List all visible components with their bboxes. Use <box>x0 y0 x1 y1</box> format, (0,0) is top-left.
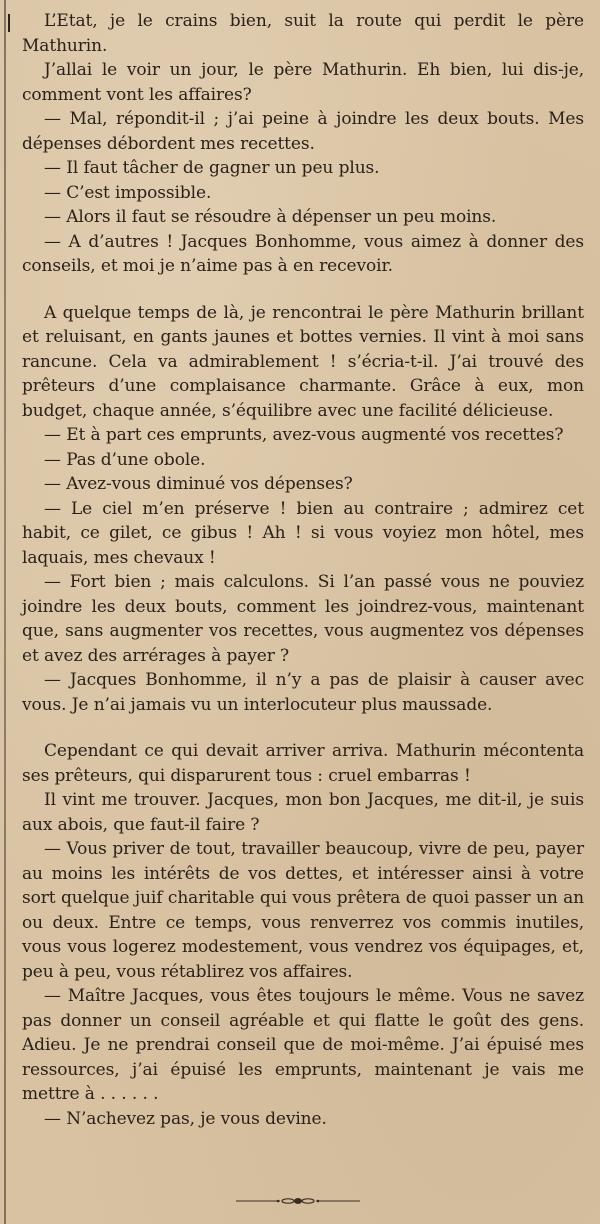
paragraph: — Mal, répondit-il ; j’ai peine à joindre les deux bouts. Mes dépenses débordent mes recettes. <box>22 109 584 154</box>
paragraph: L’Etat, je le crains bien, suit la route qui perdit le père Mathurin. <box>22 11 584 56</box>
paragraph: — Avez-vous diminué vos dépenses? <box>44 474 353 494</box>
column-rule <box>4 0 6 1224</box>
printers-ornament-icon <box>236 1196 360 1206</box>
paragraph: — Vous priver de tout, travailler beaucoup, vivre de peu, payer au moins les intérêts de vos dettes, et intéresser ainsi à votre sort quelque juif charitable qui vous prêtera de quoi passer un an ou deux. Entre ce temps, vous renverrez vos commis inutiles, vous vous logerez modestement, vous vendrez vos équipages, et, peu à peu, vous rétablirez vos affaires. <box>22 839 584 982</box>
paragraph: — C’est impossible. <box>44 182 212 203</box>
paragraph: — Et à part ces emprunts, avez-vous augmenté vos recettes? <box>44 425 564 445</box>
paragraph: A quelque temps de là, je rencontrai le père Mathurin brillant et reluisant, en gants jaunes et bottes vernies. Il vint à moi sans rancune. Cela va admirablement ! s’écria-t-il. J’ai trouvé des prêteurs d’une complaisance charmante. Grâce à eux, mon budget, chaque année, s’équilibre avec une facilité délicieuse. <box>22 302 584 421</box>
paragraph: J’allai le voir un jour, le père Mathurin. Eh bien, lui dis-je, comment vont les affaires? <box>22 60 584 105</box>
paragraph: Cependant ce qui devait arriver arriva. Mathurin mécontenta ses prêteurs, qui disparurent tous : cruel embarras ! <box>22 741 584 786</box>
paragraph: — Jacques Bonhomme, il n’y a pas de plaisir à causer avec vous. Je n’ai jamais vu un interlocuteur plus maussade. <box>22 670 584 715</box>
article-text <box>22 9 584 1131</box>
paragraph: — Fort bien ; mais calculons. Si l’an passé vous ne pouviez joindre les deux bouts, comment les joindrez-vous, maintenant que, sans augmenter vos recettes, vous augmentez vos dépenses et avez des arrérages à payer ? <box>22 572 584 666</box>
paragraph: — Maître Jacques, vous êtes toujours le même. Vous ne savez pas donner un conseil agréable et qui flatte le goût des gens. Adieu. Je ne prendrai conseil que de moi-même. J’ai épuisé mes ressources, j’ai épuisé les emprunts, maintenant je vais me mettre à . . . . . . <box>22 986 584 1104</box>
column-rule-mark <box>8 14 10 32</box>
paragraph: Il vint me trouver. Jacques, mon bon Jacques, me dit-il, je suis aux abois, que faut-il faire ? <box>22 790 584 835</box>
paragraph: — Il faut tâcher de gagner un peu plus. <box>44 158 380 178</box>
paragraph: — Pas d’une obole. <box>44 449 206 470</box>
paragraph: — N’achevez pas, je vous devine. <box>44 1108 327 1129</box>
paragraph: — Le ciel m’en préserve ! bien au contraire ; admirez cet habit, ce gilet, ce gibus ! Ah ! si vous voyiez mon hôtel, mes laquais, mes chevaux ! <box>22 498 584 568</box>
section-gap <box>22 279 584 301</box>
section-gap <box>22 717 584 739</box>
paragraph: — Alors il faut se résoudre à dépenser un peu moins. <box>44 207 497 227</box>
paragraph: — A d’autres ! Jacques Bonhomme, vous aimez à donner des conseils, et moi je n’aime pas à en recevoir. <box>22 231 584 276</box>
